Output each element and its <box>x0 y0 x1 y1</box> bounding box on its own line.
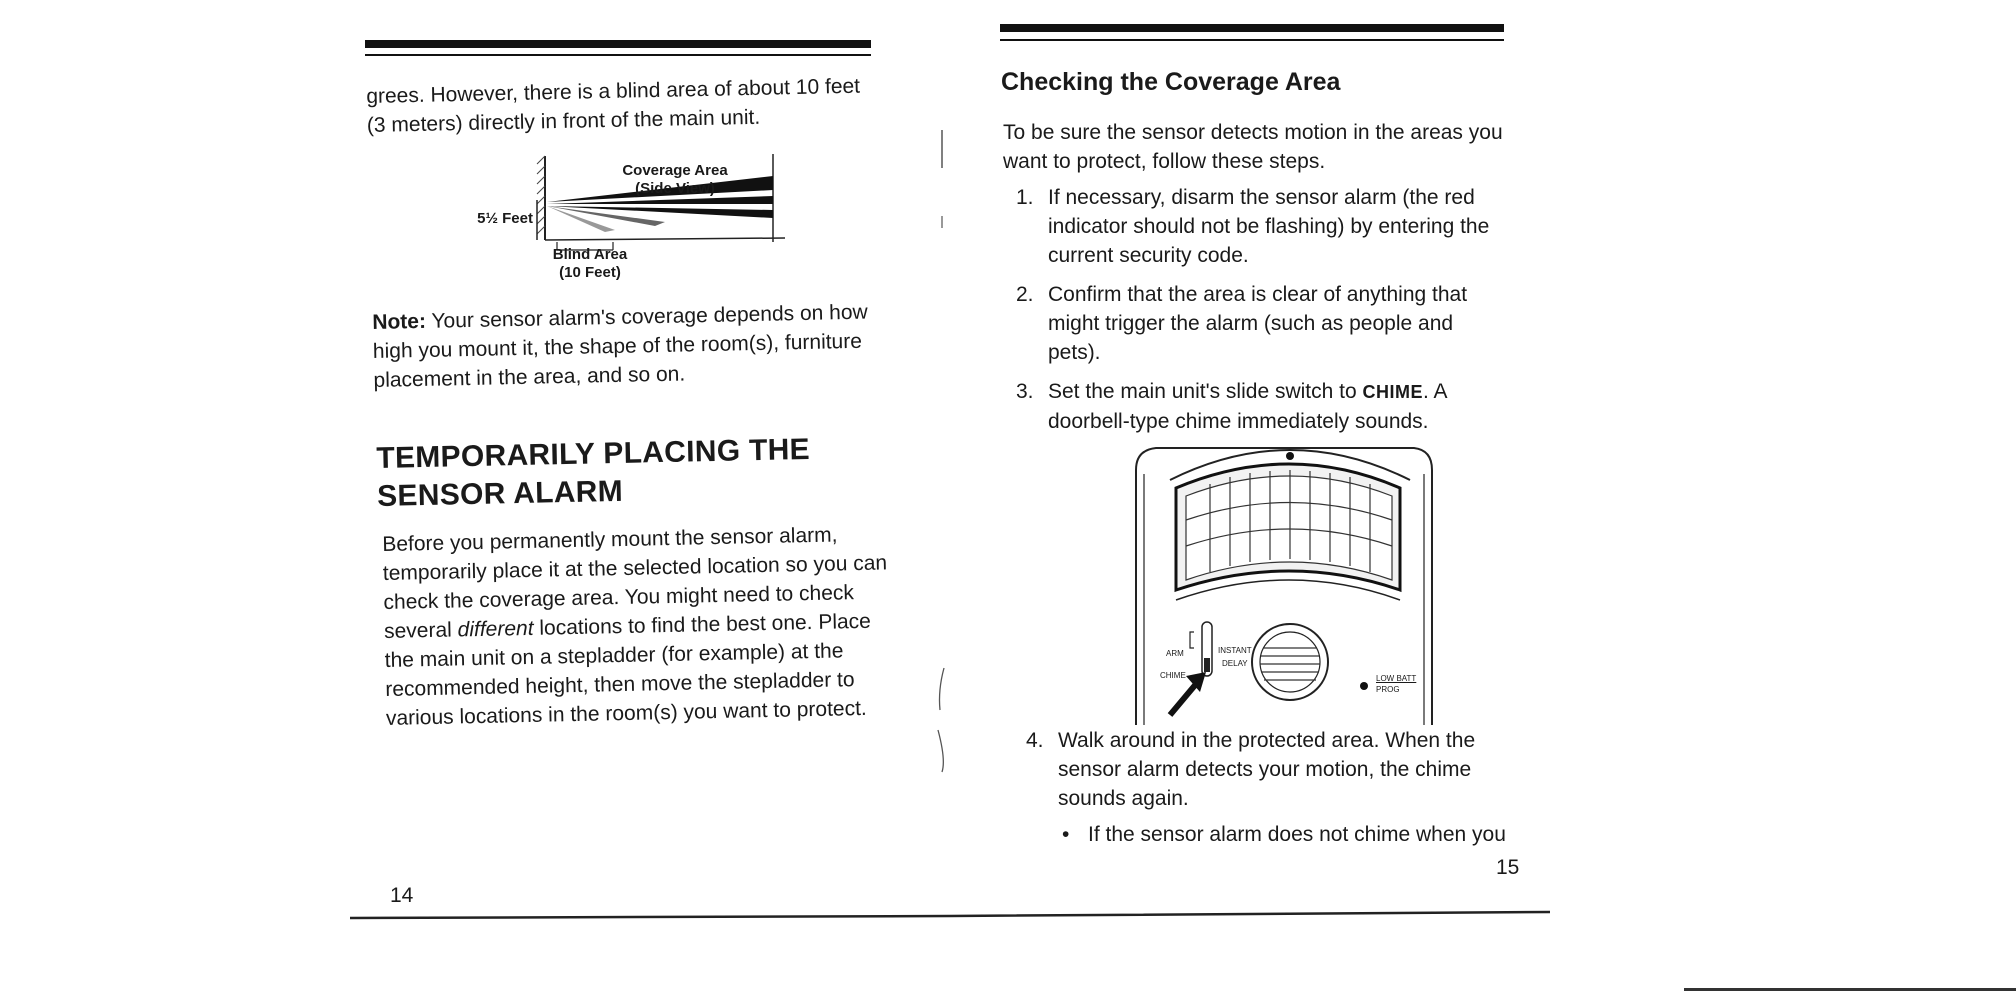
step3-chime-keyword: CHIME <box>1362 382 1423 402</box>
placing-paragraph-part1: Before you permanently mount the sensor alarm, temporarily place it at the selected location so you can check the coverage area. You might need to check several <box>382 523 888 643</box>
step3-text-before: Set the main unit's slide switch to <box>1048 380 1357 403</box>
step-number: 2. <box>1016 283 1034 306</box>
step-text: If necessary, disarm the sensor alarm (the red indicator should not be flashing) by entering the current security code. <box>1048 186 1490 267</box>
right-page-number: 15 <box>1496 856 1520 879</box>
steps-ordered-list <box>1002 183 1510 436</box>
bottom-right-edge-mark <box>1684 988 2016 991</box>
left-header-rule-thick <box>365 40 871 48</box>
step-text: Confirm that the area is clear of anything that might trigger the alarm (such as people and pets). <box>1048 283 1468 364</box>
left-header-rule-thin <box>365 54 871 56</box>
right-intro: To be sure the sensor detects motion in the areas you want to protect, follow these steps. <box>1003 121 1503 173</box>
placing-paragraph-part2: locations to find the best one. Place the main unit on a stepladder (for example) at the recommended height, then move the stepladder to various locations in the room(s) you want to protect. <box>384 609 872 730</box>
note-label: Note: <box>372 309 427 334</box>
step-item-2 <box>1002 280 1510 367</box>
placing-paragraph <box>382 519 896 733</box>
step-item-4-content <box>1012 726 1520 813</box>
step-number: 4. <box>1026 729 1044 752</box>
steps-ordered-list-continued <box>1012 726 1520 813</box>
step-item-4 <box>1012 726 1520 823</box>
note-text: Your sensor alarm's coverage depends on how high you mount it, the shape of the room(s), furniture placement in the area, and so on. <box>372 300 868 392</box>
bullet-item: • If the sensor alarm does not chime when you <box>1024 820 1524 849</box>
diagram-height-label: 5½ Feet <box>477 210 533 227</box>
arm-label: ARM <box>1166 649 1184 658</box>
right-header-rule-thick <box>1000 24 1504 32</box>
step-number: 3. <box>1016 380 1034 403</box>
diagram-title-line1: Coverage Area <box>622 162 728 179</box>
low-batt-label: LOW BATT <box>1376 674 1417 683</box>
coverage-diagram <box>455 150 795 290</box>
sensor-device-illustration <box>1130 440 1440 725</box>
step-item-3 <box>1002 377 1510 436</box>
left-page-number: 14 <box>390 884 414 907</box>
delay-label: DELAY <box>1222 659 1248 668</box>
chime-label: CHIME <box>1160 671 1186 680</box>
section-heading <box>376 429 897 516</box>
center-fold-marks <box>930 120 960 820</box>
placing-paragraph-emphasis: different <box>457 616 534 642</box>
diagram-blind-label-line2: (10 Feet) <box>559 264 621 281</box>
step4-text: Walk around in the protected area. When the sensor alarm detects your motion, the chime sounds again. <box>1058 729 1476 810</box>
section-heading-line1: TEMPORARILY PLACING THE <box>376 432 811 475</box>
note-paragraph <box>372 297 884 395</box>
step-item-1 <box>1002 183 1510 270</box>
step3-text-after: . A doorbell-type chime immediately sounds. <box>1048 380 1447 433</box>
right-header-rule-thin <box>1000 39 1504 41</box>
diagram-title-line2: (Side View) <box>635 180 715 197</box>
left-intro-text: grees. However, there is a blind area of about 10 feet (3 meters) directly in front of the main unit. <box>366 74 861 137</box>
instant-label: INSTANT <box>1218 646 1252 655</box>
steps-list <box>1002 183 1510 446</box>
section-heading-line2: SENSOR ALARM <box>376 474 624 513</box>
step-number: 1. <box>1016 186 1034 209</box>
prog-label: PROG <box>1376 685 1400 694</box>
diagram-blind-label-line1: Blind Area <box>552 246 628 263</box>
right-heading: Checking the Coverage Area <box>1001 68 1341 96</box>
bottom-rule <box>350 910 1550 922</box>
